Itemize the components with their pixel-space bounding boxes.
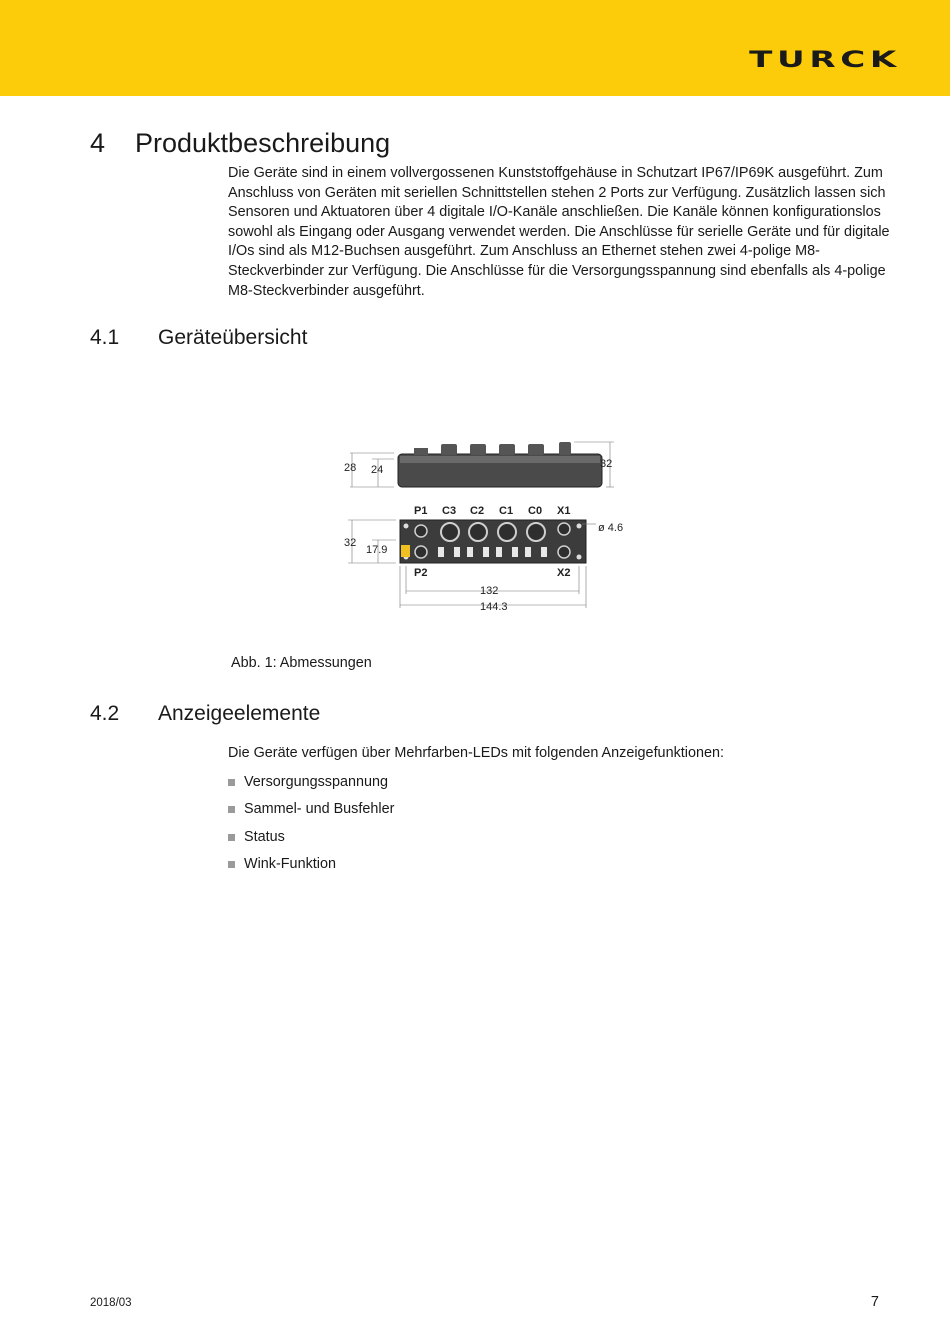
dim-width-inner: 132 bbox=[480, 585, 499, 597]
list-item-label: Status bbox=[244, 828, 285, 845]
dim-front-mid: 17.9 bbox=[366, 544, 388, 556]
section-4-heading bbox=[90, 128, 390, 159]
footer-date: 2018/03 bbox=[90, 1297, 132, 1309]
port-label-x1: X1 bbox=[557, 505, 571, 517]
page-number: 7 bbox=[870, 1294, 879, 1310]
bullet-square-icon bbox=[228, 834, 235, 841]
list-item bbox=[228, 799, 394, 826]
port-label-c1: C1 bbox=[499, 505, 514, 517]
list-item bbox=[228, 827, 394, 854]
side-view bbox=[344, 442, 614, 487]
port-label-c2: C2 bbox=[470, 505, 485, 517]
section-4-2-heading bbox=[90, 702, 320, 726]
list-item bbox=[228, 854, 394, 881]
port-label-x2: X2 bbox=[557, 567, 571, 579]
dim-width-total: 144.3 bbox=[480, 601, 508, 613]
dim-front-height: 32 bbox=[344, 537, 357, 549]
section-4-1-heading bbox=[90, 326, 307, 350]
dim-side-right: 32 bbox=[600, 458, 613, 470]
dim-side-total: 28 bbox=[344, 462, 357, 474]
bullet-square-icon bbox=[228, 779, 235, 786]
section-number: 4.2 bbox=[90, 702, 120, 725]
list-item-label: Sammel- und Busfehler bbox=[244, 801, 395, 818]
section-4-2-intro: Die Geräte verfügen über Mehrfarben-LEDs mit folgenden Anzeigefunktionen: bbox=[228, 745, 724, 761]
section-4-paragraph: Die Geräte sind in einem vollvergossenen Kunststoffgehäuse in Schutzart IP67/IP69K ausgeführt. Zum Anschluss von Geräten mit seriellen Schnittstellen stehen 2 Ports zur Verfügung. Zusätzlich lassen sich Sensoren und Aktuatoren über 4 digitale I/O-Kanäle anschließen. Die Kanäle können konfigurationslos sowohl als Eingang oder Ausgang verwendet werden. Die Anschlüsse für serielle Geräte und für digitale I/Os sind als M12-Buchsen ausgeführt. Zum Anschluss an Ethernet stehen zwei 4-polige M8-Steckverbinder zur Verfügung. Die Anschlüsse für die Versorgungsspannung sind ebenfalls als 4-polige M8-Steckverbinder ausgeführt. bbox=[228, 165, 890, 299]
dim-hole: ø 4.6 bbox=[598, 522, 624, 534]
dim-side-body: 24 bbox=[371, 464, 384, 476]
port-label-c0: C0 bbox=[528, 505, 543, 517]
dimension-drawing bbox=[330, 436, 630, 616]
bullet-square-icon bbox=[228, 806, 235, 813]
header-band bbox=[0, 0, 950, 96]
turck-logo: TURCK bbox=[749, 48, 901, 73]
section-number: 4.1 bbox=[90, 326, 120, 349]
section-title: Produktbeschreibung bbox=[135, 128, 391, 158]
list-item-label: Wink-Funktion bbox=[244, 855, 336, 872]
dimension-drawing-svg bbox=[330, 436, 630, 616]
port-label-p1: P1 bbox=[414, 505, 428, 517]
figure-caption: Abb. 1: Abmessungen bbox=[231, 655, 372, 671]
section-title: Anzeigeelemente bbox=[158, 702, 321, 725]
section-title: Geräteübersicht bbox=[158, 326, 308, 349]
list-item bbox=[228, 772, 394, 799]
port-label-p2: P2 bbox=[414, 567, 428, 579]
bullet-square-icon bbox=[228, 861, 235, 868]
list-item-label: Versorgungsspannung bbox=[244, 774, 389, 790]
led-function-list bbox=[228, 772, 394, 881]
port-label-c3: C3 bbox=[442, 505, 457, 517]
section-number: 4 bbox=[90, 128, 106, 158]
front-view bbox=[344, 505, 623, 613]
